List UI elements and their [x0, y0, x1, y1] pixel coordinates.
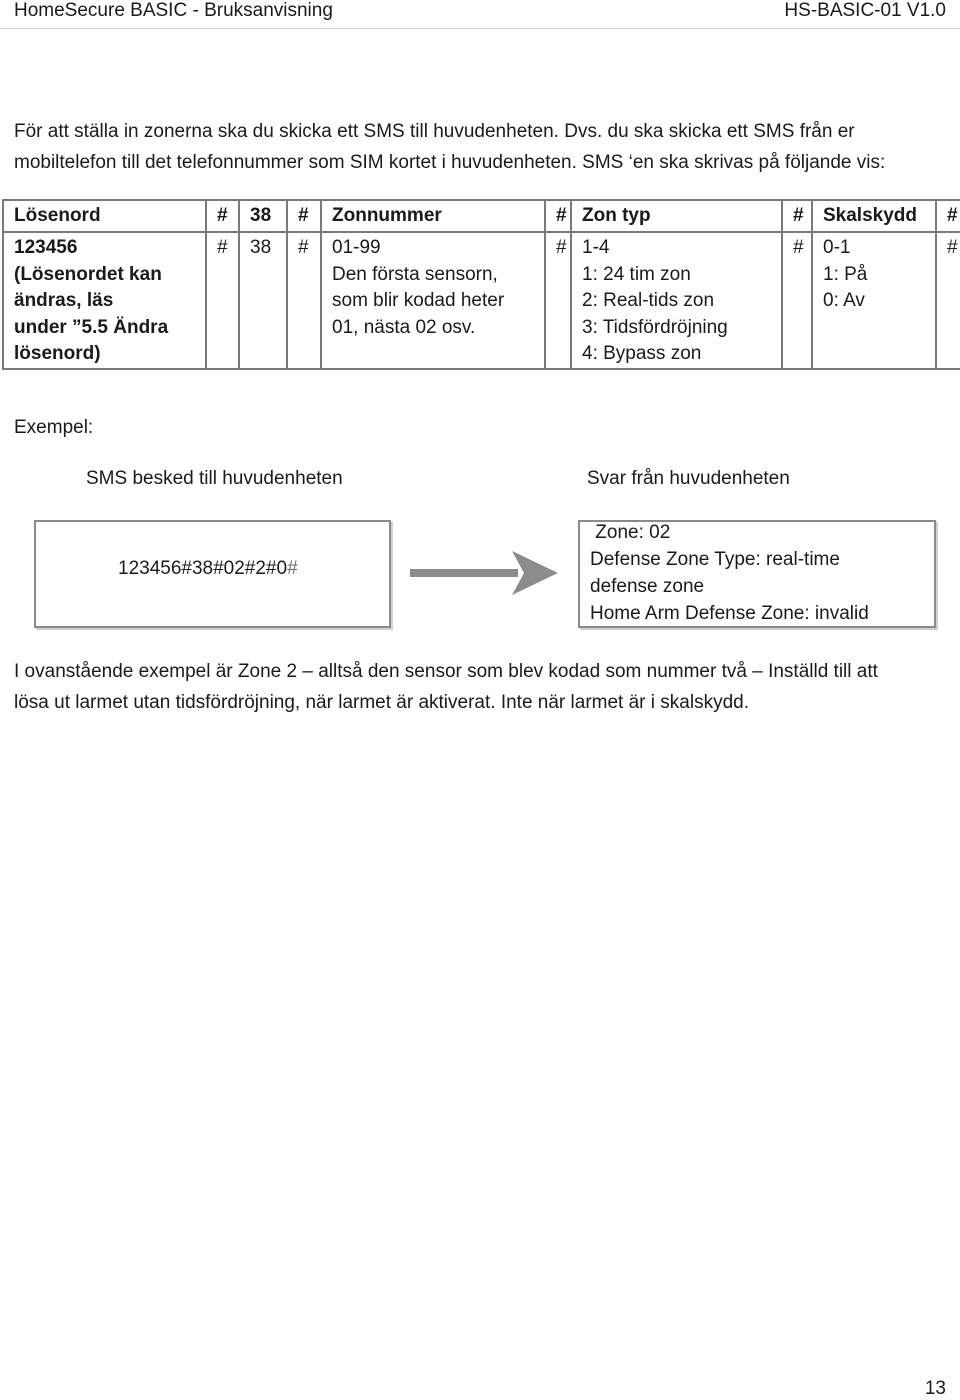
sms-trailing-hash: # [287, 558, 298, 579]
hash-cell: # [936, 232, 960, 369]
cell-line: 3: Tidsfördröjning [582, 316, 728, 338]
intro-paragraph [14, 116, 944, 178]
cell-line: 123456 [14, 237, 78, 258]
hash-cell: # [782, 232, 812, 369]
example-heading: Exempel: [14, 417, 94, 438]
cell-line: 1: 24 tim zon [582, 263, 691, 285]
header-cell: Zon typ [571, 200, 782, 232]
sms-label: SMS besked till huvudenheten [86, 468, 343, 489]
reply-line: Defense Zone Type: real-time [590, 549, 840, 570]
header-cell: # [206, 200, 239, 232]
header-cell: 38 [239, 200, 287, 232]
header-cell: # [782, 200, 812, 232]
header-cell: Skalskydd [812, 200, 936, 232]
header-cell: Lösenord [3, 200, 206, 232]
header-cell: # [936, 200, 960, 232]
conclusion-paragraph [14, 656, 954, 718]
cell-line: 0: Av [823, 290, 865, 311]
cell-line: 2: Real-tids zon [582, 290, 715, 311]
hash-cell: # [287, 232, 321, 369]
hash-cell: # [206, 232, 239, 369]
cell-line: (Lösenordet kan [14, 263, 162, 285]
password-cell [3, 232, 206, 369]
cell-line: lösenord) [14, 343, 101, 364]
cell-line: 01, nästa 02 osv. [332, 316, 476, 338]
code-cell: 38 [239, 232, 287, 369]
cell-line: 0-1 [823, 237, 851, 258]
perimeter-cell [812, 232, 936, 369]
reply-message-text [590, 519, 869, 627]
zone-number-cell [321, 232, 545, 369]
cell-line: som blir kodad heter [332, 290, 505, 311]
cell-line: ändras, läs [14, 290, 114, 311]
cell-line: 1-4 [582, 237, 610, 258]
header-cell: Zonnummer [321, 200, 545, 232]
sms-message-text [118, 558, 298, 580]
cell-line: under ”5.5 Ändra [14, 316, 169, 338]
conclusion-line: I ovanstående exempel är Zone 2 – alltså den sensor som blev kodad som nummer två – Inställd till att [14, 661, 878, 682]
reply-line: Zone: 02 [590, 522, 671, 543]
cell-line: 01-99 [332, 237, 381, 258]
reply-line: Home Arm Defense Zone: invalid [590, 603, 869, 624]
reply-line: defense zone [590, 576, 705, 597]
document-version: HS-BASIC-01 V1.0 [784, 0, 946, 21]
header-cell: # [287, 200, 321, 232]
header-cell: # [545, 200, 571, 232]
document-title: HomeSecure BASIC - Bruksanvisning [14, 0, 333, 21]
intro-line: mobiltelefon till det telefonnummer som SIM kortet i huvudenheten. SMS ‘en ska skrivas på följande vis: [14, 152, 886, 173]
sms-code: 123456#38#02#2#0 [118, 558, 288, 579]
cell-line: 1: På [823, 263, 868, 285]
intro-line: För att ställa in zonerna ska du skicka ett SMS till huvudenheten. Dvs. du ska skicka ett SMS från er [14, 121, 855, 142]
reply-label: Svar från huvudenheten [587, 468, 790, 489]
cell-line: 4: Bypass zon [582, 343, 702, 364]
hash-cell: # [545, 232, 571, 369]
cell-line: Den första sensorn, [332, 263, 498, 285]
arrow-right-icon [408, 545, 563, 605]
table-row [3, 232, 960, 369]
zone-type-cell [571, 232, 782, 369]
table-header-row [3, 200, 960, 232]
conclusion-line: lösa ut larmet utan tidsfördröjning, när larmet är aktiverat. Inte när larmet är i skalskydd. [14, 692, 749, 713]
sms-format-table [2, 199, 960, 370]
header-divider [0, 28, 960, 29]
page-number: 13 [924, 1378, 946, 1399]
